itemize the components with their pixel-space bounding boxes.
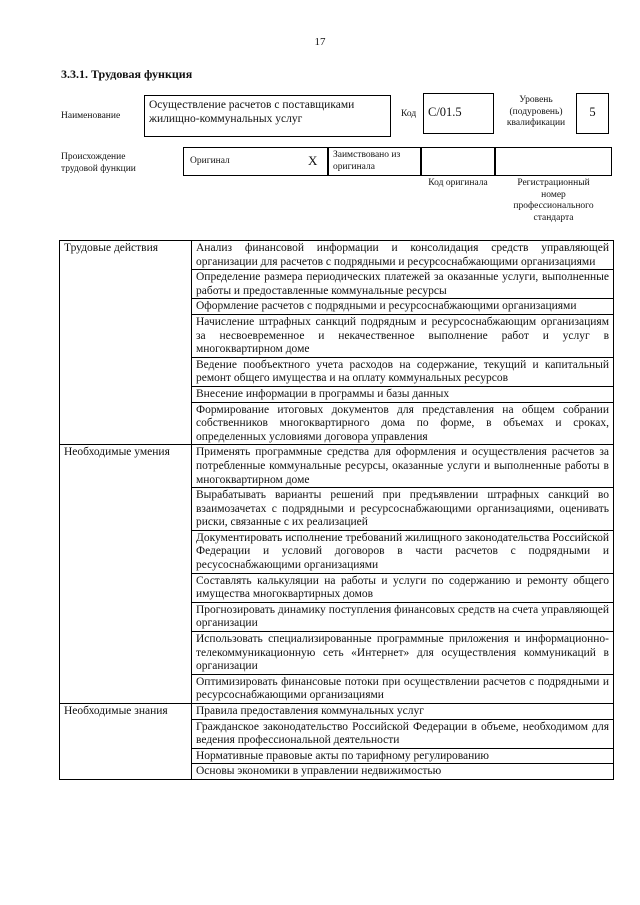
skill-item: Прогнозировать динамику поступления финансовых средств на счета управляющей организации [192,602,614,631]
level-value: 5 [589,105,596,119]
labor-action-item: Начисление штрафных санкций подрядным и ресурсоснабжающим организациям за несвоевременное и некачественное выполнение работ и услуг в многоквартирном доме [192,314,614,357]
code-box [423,93,494,134]
section-title: 3.3.1. Трудовая функция [61,67,193,81]
skill-item: Вырабатывать варианты решений при предъявлении штрафных санкций во взаимозачетах с подрядными и ресурсоснабжающими организациями, оценивать риски, связанные с их реализацией [192,488,614,531]
code-label: Код [401,109,417,119]
code-value: С/01.5 [428,105,462,119]
labor-action-item: Оформление расчетов с подрядными и ресурсоснабжающими организациями [192,299,614,315]
registration-caption [495,178,612,224]
origin-label-line1: Происхождение [61,152,126,162]
table-row [60,445,614,488]
origin-label [61,151,136,175]
skill-item: Документировать исполнение требований жилищного законодательства Российской Федерации и условий договоров в части расчетов с подрядными и ресусоснабжающими организациями [192,530,614,573]
origin-label-line2: трудовой функции [61,164,136,174]
labor-action-item: Определение размера периодических платежей за оказанные услуги, выполненные работы и предоставленные коммунальные ресурсы [192,270,614,299]
skill-item: Оптимизировать финансовые потоки при осуществлении расчетов с подрядными и ресурсоснабжающими организациями [192,674,614,703]
registration-caption-line4: стандарта [533,212,574,223]
original-code-caption: Код оригинала [428,178,488,188]
level-label-line1: Уровень [519,95,553,105]
labor-action-item: Внесение информации в программы и базы данных [192,386,614,402]
knowledge-item: Гражданское законодательство Российской Федерации в объеме, необходимом для ведения профессиональной деятельности [192,719,614,748]
original-code-box [421,147,495,176]
skill-item: Применять программные средства для оформления и осуществления расчетов за потребленные коммунальные ресурсы, оказанные услуги и выполненные работы в многоквартирном доме [192,445,614,488]
section-header-labor-actions: Трудовые действия [60,241,192,445]
registration-number-box [495,147,612,176]
borrowed-label-line1: Заимствовано из [333,150,401,160]
skill-item: Составлять калькуляции на работы и услуги по содержанию и ремонту общего имущества многоквартирных домов [192,573,614,602]
registration-caption-line1: Регистрационный [517,178,590,188]
knowledge-item: Правила предоставления коммунальных услуг [192,704,614,720]
labor-action-item: Ведение пообъектного учета расходов на содержание, текущий и капитальный ремонт общего имущества и на оплату коммунальных ресурсов [192,357,614,386]
registration-caption-line3: профессионального [513,201,594,211]
skill-item: Использовать специализированные программные приложения и информационно-телекоммуникационную сеть «Интернет» для осуществления коммуникаций в организации [192,632,614,675]
level-label-line2: (подуровень) [509,106,563,117]
borrowed-label-line2: оригинала [333,162,375,172]
function-name-box [144,95,391,137]
level-label-line3: квалификации [506,118,566,128]
borrowed-label [333,149,400,173]
level-box [576,93,609,134]
section-header-required-skills: Необходимые умения [60,445,192,704]
table-row [60,704,614,720]
labor-function-table [59,240,614,780]
knowledge-item: Основы экономики в управлении недвижимостью [192,764,614,780]
table-row [60,241,614,270]
registration-caption-line2: номер [541,189,566,200]
name-label: Наименование [61,111,121,121]
section-header-required-knowledge: Необходимые знания [60,704,192,780]
function-name-value: Осуществление расчетов с поставщиками жилищно-коммунальных услуг [149,99,355,125]
labor-action-item: Анализ финансовой информации и консолидация средств управляющей организации для расчетов с подрядными и ресурсоснабжающими организациями [192,241,614,270]
original-mark: X [308,153,318,168]
level-label [498,95,574,130]
page-number: 17 [314,36,326,48]
original-label: Оригинал [190,156,230,166]
knowledge-item: Нормативные правовые акты по тарифному регулированию [192,748,614,764]
labor-action-item: Формирование итоговых документов для представления на общем собрании собственников многоквартирного дома по форме, в объемах и сроках, определенных условиями договора управления [192,402,614,445]
